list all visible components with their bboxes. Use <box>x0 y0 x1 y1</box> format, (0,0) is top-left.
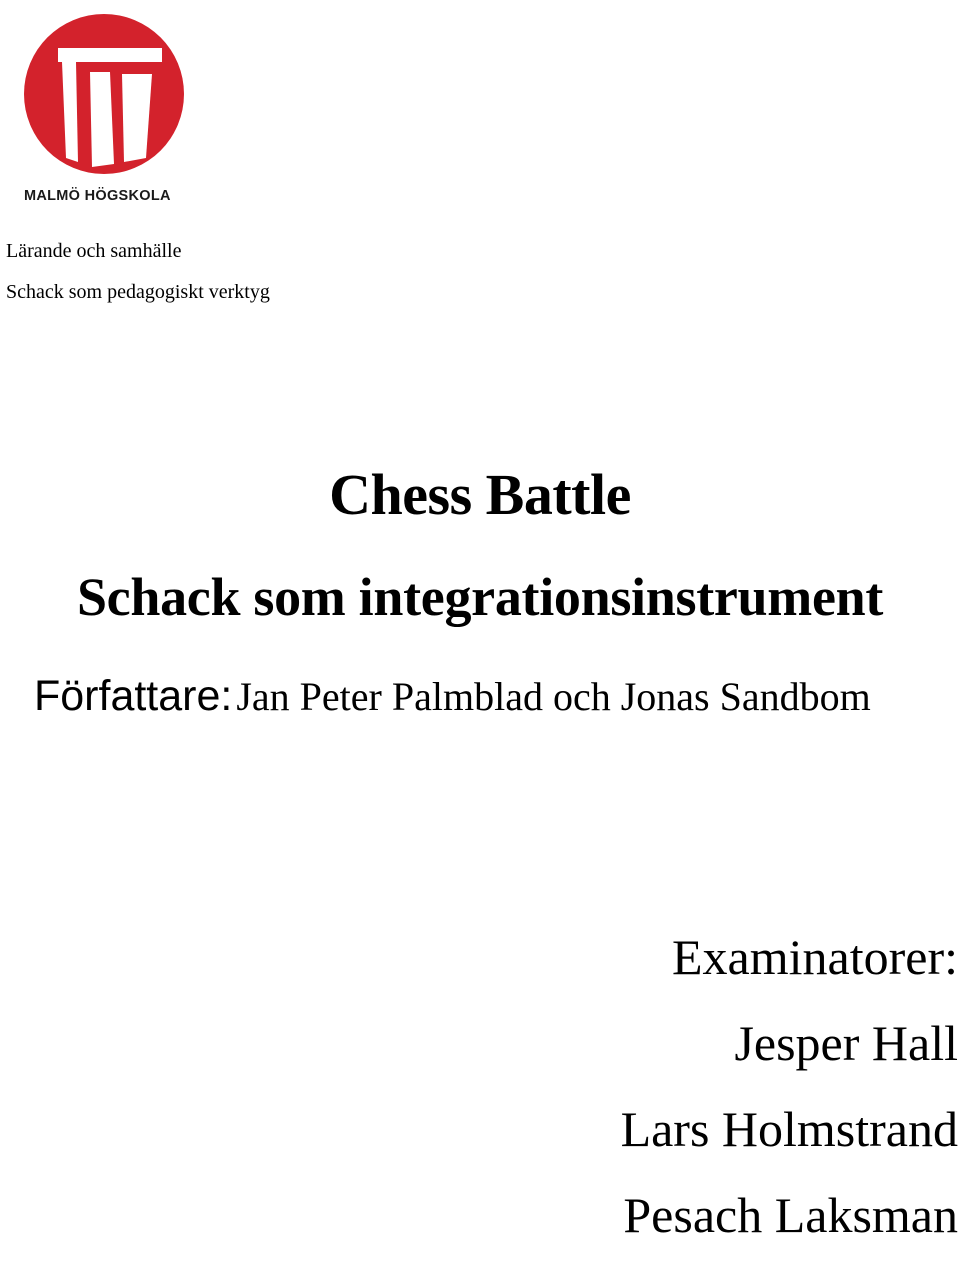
examiner-name: Pesach Laksman <box>623 1187 958 1243</box>
examiners-block <box>621 926 958 1270</box>
examiner-name: Lars Holmstrand <box>620 1101 958 1157</box>
document-subtitle: Schack som integrationsinstrument <box>76 567 884 627</box>
authors-label: Författare: <box>34 672 233 720</box>
examiners-label: Examinatorer: <box>672 929 958 985</box>
authors-names: Jan Peter Palmblad och Jonas Sandbom <box>236 674 871 719</box>
university-logo <box>22 12 190 212</box>
course-name: Lärande och samhälle <box>6 240 182 262</box>
authors-line <box>34 668 871 734</box>
examiner-name: Jesper Hall <box>734 1015 958 1071</box>
logo-text: MALMÖ HÖGSKOLA <box>24 188 171 204</box>
document-title: Chess Battle <box>329 462 631 527</box>
malmo-hogskola-logo-icon <box>22 12 190 182</box>
course-topic: Schack som pedagogiskt verktyg <box>6 281 270 303</box>
